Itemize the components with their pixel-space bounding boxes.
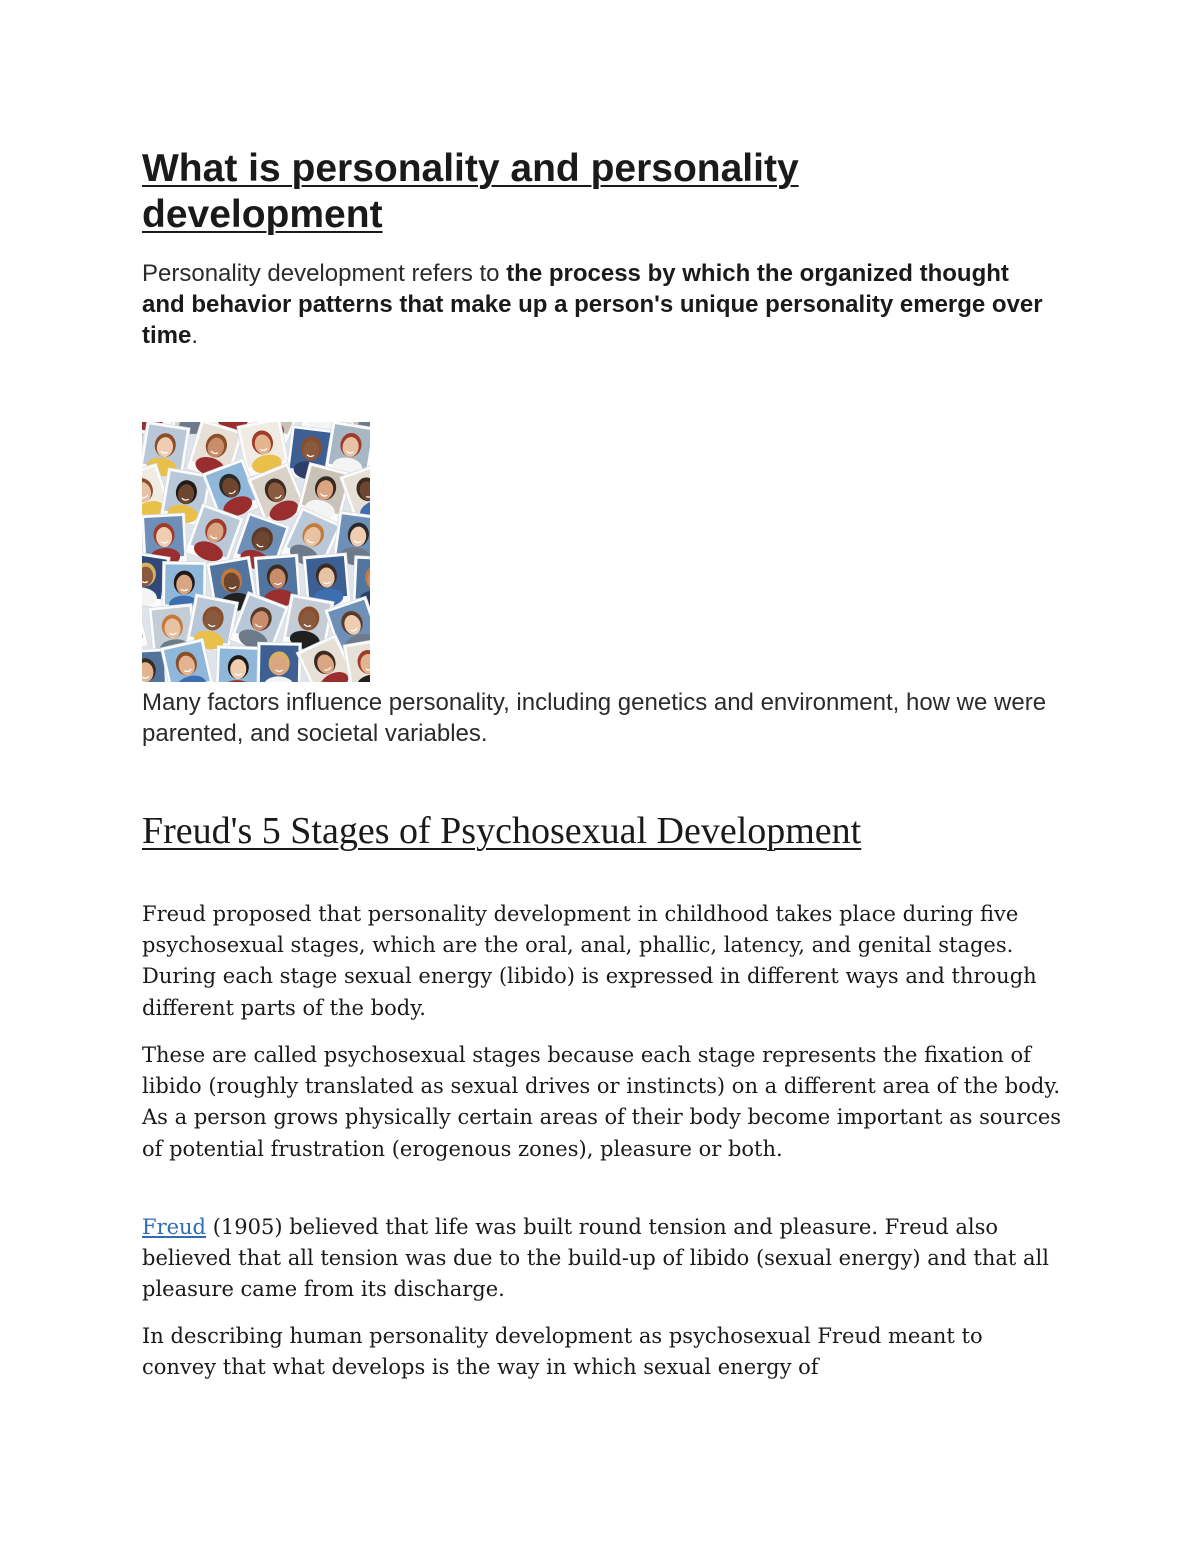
body-paragraph-3	[142, 1212, 1062, 1306]
intro-definition: the process by which the organized thought and behavior patterns that make up a person's unique personality emerge over time	[142, 260, 1043, 349]
body-paragraph-1: Freud proposed that personality development in childhood takes place during five psychosexual stages, which are the oral, anal, phallic, latency, and genital stages. During each stage sexual energy (libido) is expressed in different ways and through different parts of the body.	[142, 902, 1037, 1020]
freud-link[interactable]: Freud	[142, 1215, 207, 1239]
body-paragraph-4: In describing human personality development as psychosexual Freud meant to convey that what develops is the way in which sexual energy of	[142, 1324, 983, 1380]
body-paragraph-2: These are called psychosexual stages because each stage represents the fixation of libido (roughly translated as sexual drives or instincts) on a different area of the body. As a person grows physically certain areas of their body become important as sources of potential frustration (erogenous zones), pleasure or both.	[142, 1043, 1062, 1161]
body-paragraph-3-text: (1905) believed that life was built round tension and pleasure. Freud also believed that all tension was due to the build-up of libido (sexual energy) and that all pleasure came from its discharge.	[142, 1215, 1049, 1302]
factors-paragraph: Many factors influence personality, including genetics and environment, how we were parented, and societal variables.	[142, 689, 1047, 747]
section-heading: Freud's 5 Stages of Psychosexual Development	[142, 810, 862, 852]
intro-paragraph	[142, 258, 1052, 351]
collage-portrait	[215, 645, 261, 682]
people-collage-image	[142, 422, 370, 682]
intro-lead: Personality development refers to	[142, 260, 507, 287]
intro-tail: .	[191, 322, 199, 349]
page-title: What is personality and personality development	[142, 147, 799, 236]
collage-portrait	[257, 642, 302, 682]
